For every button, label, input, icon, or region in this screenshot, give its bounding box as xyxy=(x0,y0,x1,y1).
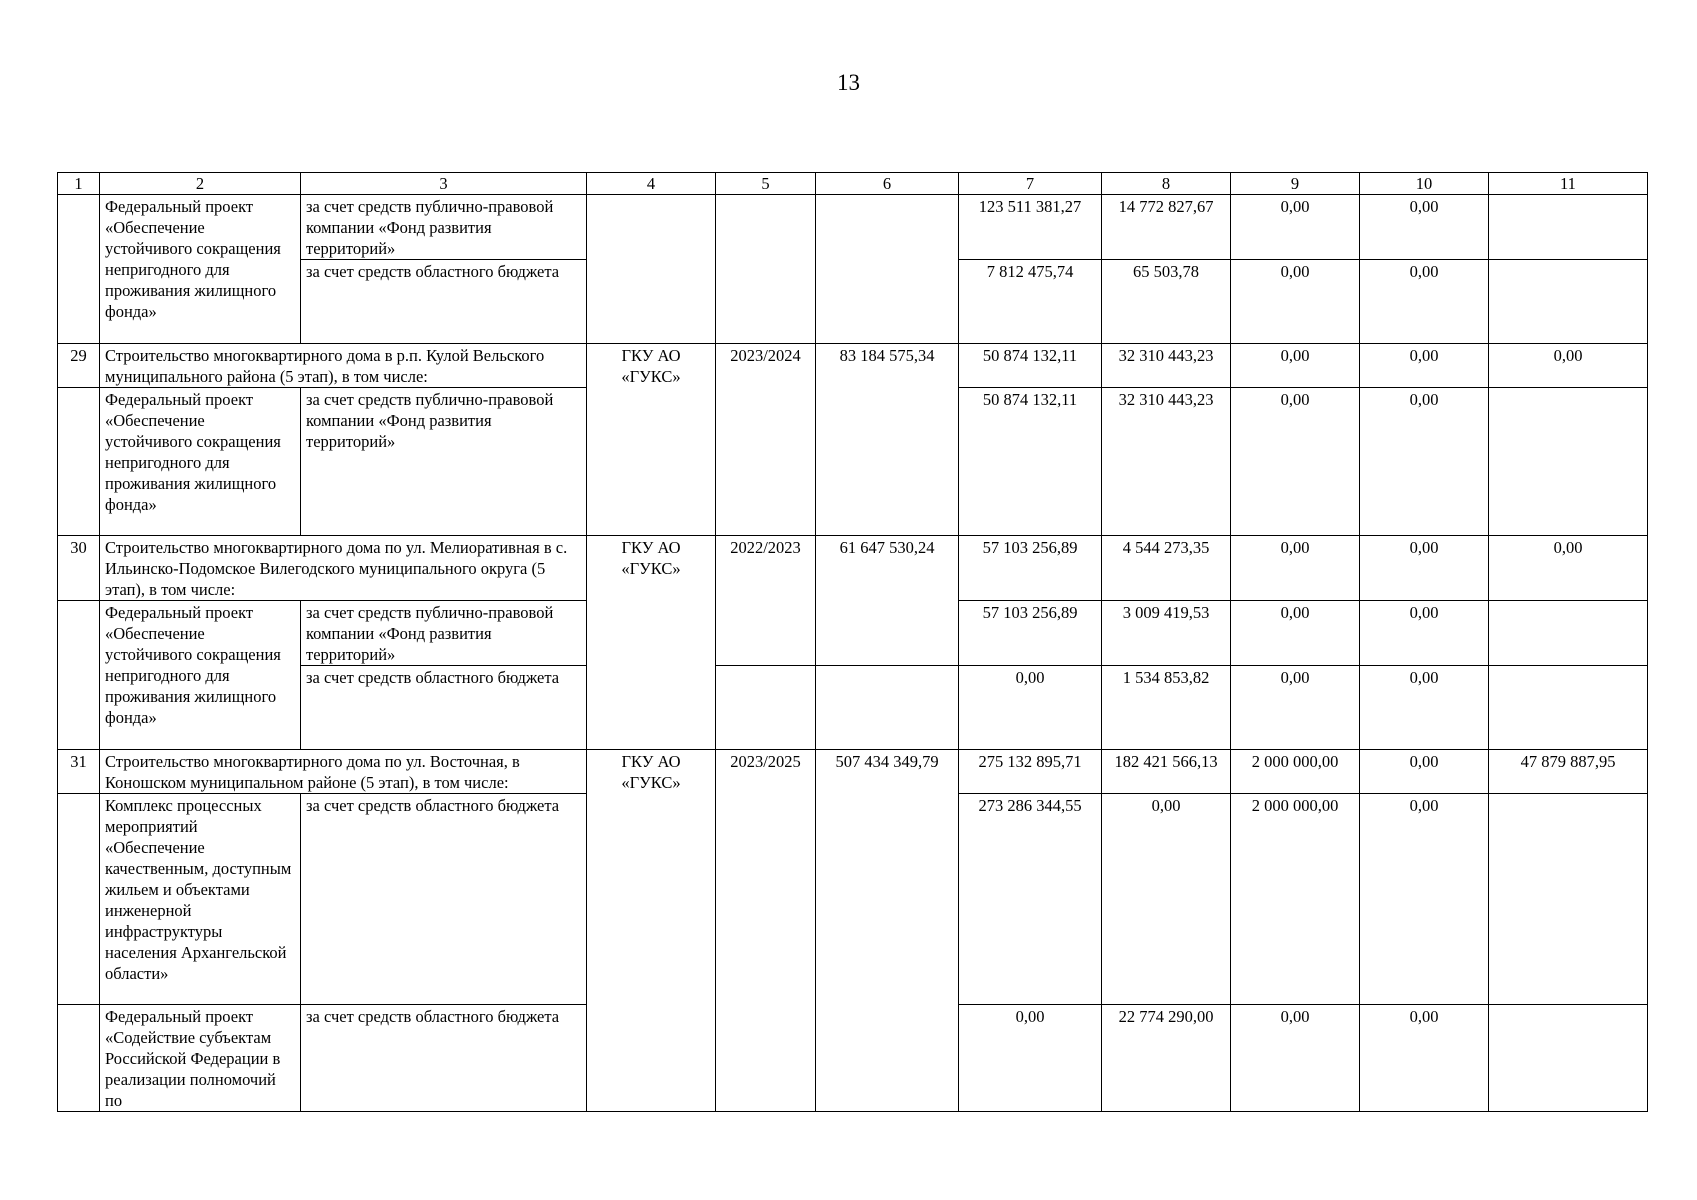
empty-cell xyxy=(1489,601,1648,666)
total-cost: 61 647 530,24 xyxy=(816,536,959,666)
organization: ГКУ АО «ГУКС» xyxy=(587,536,716,750)
empty-cell xyxy=(58,195,100,344)
row-number: 29 xyxy=(58,344,100,388)
amount-cell: 0,00 xyxy=(1231,536,1360,601)
empty-cell xyxy=(1489,195,1648,260)
amount-cell: 4 544 273,35 xyxy=(1102,536,1231,601)
empty-cell xyxy=(1489,260,1648,344)
object-title: Строительство многоквартирного дома по ул. Мелиоративная в с. Ильинско-Подомское Вилегодского муниципального округа (5 этап), в том числе: xyxy=(100,536,587,601)
amount-cell: 0,00 xyxy=(1102,794,1231,1005)
empty-cell xyxy=(816,195,959,344)
period: 2023/2025 xyxy=(716,750,816,1112)
object-title: Строительство многоквартирного дома в р.п. Кулой Вельского муниципального района (5 этап), в том числе: xyxy=(100,344,587,388)
empty-cell xyxy=(1489,1005,1648,1112)
amount-cell: 3 009 419,53 xyxy=(1102,601,1231,666)
header-cell: 4 xyxy=(587,173,716,195)
table-header-row xyxy=(58,173,1648,195)
amount-cell: 123 511 381,27 xyxy=(959,195,1102,260)
amount-cell: 0,00 xyxy=(1231,666,1360,750)
amount-cell: 2 000 000,00 xyxy=(1231,794,1360,1005)
amount-cell: 182 421 566,13 xyxy=(1102,750,1231,794)
amount-cell: 50 874 132,11 xyxy=(959,344,1102,388)
period: 2022/2023 xyxy=(716,536,816,666)
header-cell: 8 xyxy=(1102,173,1231,195)
amount-cell: 32 310 443,23 xyxy=(1102,388,1231,536)
amount-cell: 273 286 344,55 xyxy=(959,794,1102,1005)
empty-cell xyxy=(716,195,816,344)
header-cell: 11 xyxy=(1489,173,1648,195)
amount-cell: 57 103 256,89 xyxy=(959,536,1102,601)
empty-cell xyxy=(1489,388,1648,536)
organization: ГКУ АО «ГУКС» xyxy=(587,344,716,536)
header-cell: 3 xyxy=(301,173,587,195)
empty-cell xyxy=(1489,666,1648,750)
amount-cell: 0,00 xyxy=(1360,794,1489,1005)
total-cost: 507 434 349,79 xyxy=(816,750,959,1112)
project-name: Федеральный проект «Обеспечение устойчивого сокращения непригодного для проживания жилищного фонда» xyxy=(100,388,301,536)
funding-source: за счет средств областного бюджета xyxy=(301,666,587,750)
empty-cell xyxy=(816,666,959,750)
funding-source: за счет средств областного бюджета xyxy=(301,794,587,1005)
amount-cell: 0,00 xyxy=(1360,666,1489,750)
amount-cell: 0,00 xyxy=(1231,344,1360,388)
amount-cell: 0,00 xyxy=(1231,1005,1360,1112)
funding-source: за счет средств публично-правовой компании «Фонд развития территорий» xyxy=(301,195,587,260)
amount-cell: 0,00 xyxy=(1360,536,1489,601)
amount-cell: 0,00 xyxy=(1360,1005,1489,1112)
amount-cell: 50 874 132,11 xyxy=(959,388,1102,536)
amount-cell: 22 774 290,00 xyxy=(1102,1005,1231,1112)
page-number: 13 xyxy=(837,70,860,95)
amount-cell: 32 310 443,23 xyxy=(1102,344,1231,388)
amount-cell: 14 772 827,67 xyxy=(1102,195,1231,260)
amount-cell: 57 103 256,89 xyxy=(959,601,1102,666)
header-cell: 10 xyxy=(1360,173,1489,195)
organization: ГКУ АО «ГУКС» xyxy=(587,750,716,1112)
row-number: 30 xyxy=(58,536,100,601)
empty-cell xyxy=(58,1005,100,1112)
empty-cell xyxy=(58,388,100,536)
empty-cell xyxy=(1489,794,1648,1005)
amount-cell: 0,00 xyxy=(1489,344,1648,388)
amount-cell: 0,00 xyxy=(1360,344,1489,388)
amount-cell: 65 503,78 xyxy=(1102,260,1231,344)
amount-cell: 0,00 xyxy=(1231,601,1360,666)
amount-cell: 0,00 xyxy=(1360,601,1489,666)
funding-source: за счет средств публично-правовой компании «Фонд развития территорий» xyxy=(301,601,587,666)
table-row xyxy=(58,195,1648,260)
amount-cell: 0,00 xyxy=(1489,536,1648,601)
amount-cell: 0,00 xyxy=(959,1005,1102,1112)
table-row xyxy=(58,750,1648,794)
empty-cell xyxy=(587,195,716,344)
project-name: Федеральный проект «Обеспечение устойчивого сокращения непригодного для проживания жилищного фонда» xyxy=(100,601,301,750)
empty-cell xyxy=(58,601,100,750)
project-name: Комплекс процессных мероприятий «Обеспечение качественным, доступным жильем и объектами инженерной инфраструктуры населения Архангельской области» xyxy=(100,794,301,1005)
project-name: Федеральный проект «Обеспечение устойчивого сокращения непригодного для проживания жилищного фонда» xyxy=(100,195,301,344)
amount-cell: 1 534 853,82 xyxy=(1102,666,1231,750)
header-cell: 1 xyxy=(58,173,100,195)
header-cell: 5 xyxy=(716,173,816,195)
empty-cell xyxy=(716,666,816,750)
budget-table xyxy=(57,172,1648,1112)
funding-source: за счет средств областного бюджета xyxy=(301,260,587,344)
amount-cell: 0,00 xyxy=(1360,388,1489,536)
funding-source: за счет средств публично-правовой компании «Фонд развития территорий» xyxy=(301,388,587,536)
header-cell: 2 xyxy=(100,173,301,195)
project-name: Федеральный проект «Содействие субъектам Российской Федерации в реализации полномочий по xyxy=(100,1005,301,1112)
row-number: 31 xyxy=(58,750,100,794)
period: 2023/2024 xyxy=(716,344,816,536)
amount-cell: 0,00 xyxy=(1360,195,1489,260)
amount-cell: 0,00 xyxy=(1360,750,1489,794)
table-row xyxy=(58,536,1648,601)
amount-cell: 0,00 xyxy=(1360,260,1489,344)
object-title: Строительство многоквартирного дома по ул. Восточная, в Коношском муниципальном районе (5 этап), в том числе: xyxy=(100,750,587,794)
header-cell: 6 xyxy=(816,173,959,195)
empty-cell xyxy=(58,794,100,1005)
amount-cell: 0,00 xyxy=(959,666,1102,750)
amount-cell: 275 132 895,71 xyxy=(959,750,1102,794)
amount-cell: 7 812 475,74 xyxy=(959,260,1102,344)
amount-cell: 2 000 000,00 xyxy=(1231,750,1360,794)
funding-source: за счет средств областного бюджета xyxy=(301,1005,587,1112)
header-cell: 7 xyxy=(959,173,1102,195)
amount-cell: 0,00 xyxy=(1231,195,1360,260)
total-cost: 83 184 575,34 xyxy=(816,344,959,536)
amount-cell: 0,00 xyxy=(1231,260,1360,344)
header-cell: 9 xyxy=(1231,173,1360,195)
amount-cell: 47 879 887,95 xyxy=(1489,750,1648,794)
table-row xyxy=(58,344,1648,388)
amount-cell: 0,00 xyxy=(1231,388,1360,536)
